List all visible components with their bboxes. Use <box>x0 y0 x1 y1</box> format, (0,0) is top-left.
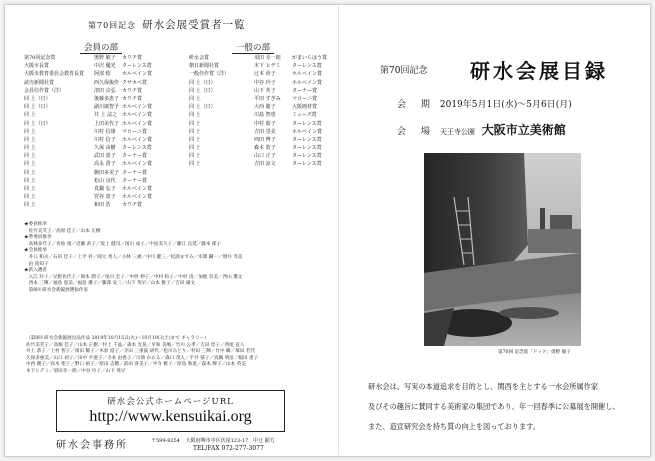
general-name: 吉田 涼文 <box>254 161 276 168</box>
member-sponsor-award: ターレンス賞 <box>122 63 152 70</box>
note-line: ★新入選者 <box>24 268 47 274</box>
member-name: 真鍋 弘子 <box>94 186 116 192</box>
photo-caption: 第70回 記念賞「ドック」奥野 敏子 <box>498 350 571 355</box>
member-award: 大阪市長賞 <box>24 63 50 70</box>
general-name: 吉田 里美 <box>254 128 276 135</box>
member-sponsor-award: クサカベ賞 <box>122 79 147 86</box>
member-sponsor-award: カワチ賞 <box>122 55 143 61</box>
general-sponsor-award: 大阪画材賞 <box>292 104 318 111</box>
member-sponsor-award: ターナー賞 <box>122 153 148 160</box>
member-name: 宮谷 恵子 <box>94 194 116 201</box>
note-line: 第8回 研水会新鋭展選抜作家 <box>24 287 89 293</box>
award-row <box>24 80 334 88</box>
note-line: 佐竹美笑子／高原 佳子／山本 正樹 <box>24 228 101 234</box>
award-row <box>24 145 334 153</box>
office-address-text: 大阪府堺市中区伏尾123-17 中辻 顕方 <box>185 438 275 444</box>
general-award: 同 上（日） <box>189 104 216 111</box>
general-name: 中谷 玲子 <box>254 79 276 86</box>
general-sponsor-award: ターナー賞 <box>292 87 318 94</box>
award-row <box>24 186 334 194</box>
member-sponsor-award: ホルベイン賞 <box>122 120 153 127</box>
exhibitor-note-line: （第8回 研水会新鋭展出品作品 2019年10月15日(火)〜10月19日(土)まで ギャラリー） <box>26 336 209 341</box>
office-address <box>151 437 275 445</box>
member-award: 同 上（日） <box>24 104 51 111</box>
description-line: 研水会は、写実の本道追求を目的とし、関西を主とする一水会所属作家 <box>368 382 599 391</box>
exhibitor-notes <box>26 336 258 376</box>
award-row <box>24 55 334 63</box>
award-row <box>24 96 334 104</box>
website-url-link[interactable]: http://www.kensuikai.org <box>89 408 252 425</box>
award-list-title <box>88 17 246 32</box>
member-name: 川村 信子 <box>94 136 116 143</box>
member-sponsor-award: カワチ賞 <box>122 87 143 94</box>
general-sponsor-award: ターレンス賞 <box>292 136 322 143</box>
general-award: 研水会賞 <box>189 55 210 61</box>
member-name: 駒田多美子 <box>94 169 120 176</box>
award-row <box>24 170 334 178</box>
exhibition-period <box>397 97 572 110</box>
member-name: 川村 信雄 <box>94 128 116 135</box>
section-member-heading: 会員の部 <box>80 41 122 54</box>
website-label: 研水会公式ホームページURL <box>107 397 234 407</box>
general-name: 須田 幸一朗 <box>254 55 281 61</box>
award-row <box>24 202 334 210</box>
general-name: 川島 智恵 <box>254 112 276 119</box>
member-award: 同 上 <box>24 112 36 119</box>
catalog-title-prefix: 第70回記念 <box>380 66 428 76</box>
general-name: 森本 敦子 <box>254 145 276 152</box>
member-award: 読売新聞社賞 <box>24 79 55 86</box>
member-name: 副川廣智予 <box>94 104 120 111</box>
general-award: 一般佳作賞（洋） <box>189 71 230 78</box>
general-name: 山口 正子 <box>254 153 276 160</box>
general-sponsor-award: ミューズ賞 <box>292 112 317 119</box>
member-name: 西久保俊作 <box>94 79 120 86</box>
note-line: 由 真知子 <box>24 261 49 267</box>
general-award: 同 上（日） <box>189 79 216 86</box>
award-list <box>24 55 334 211</box>
general-sponsor-award: ターレンス賞 <box>292 63 322 70</box>
member-sponsor-award: カワチ賞 <box>122 95 143 102</box>
office-postal: 〒599-8254 <box>151 438 180 444</box>
award-painting-photo <box>424 153 581 346</box>
member-sponsor-award: ターレンス賞 <box>122 145 152 152</box>
member-award: 大阪市教育委員会教育長賞 <box>24 71 85 78</box>
member-award: 同 上 <box>24 177 36 184</box>
award-row <box>24 88 334 96</box>
member-award: 同 上 <box>24 153 36 160</box>
general-name: 木下 ヒデミ <box>254 63 281 70</box>
section-general-heading: 一般の部 <box>232 41 274 54</box>
member-sponsor-award: カワチ賞 <box>122 202 143 209</box>
venue-park: 天王寺公園 <box>439 128 475 136</box>
member-sponsor-award: ホルベイン賞 <box>122 136 153 143</box>
venue-label: 会 場 <box>397 127 436 137</box>
award-row <box>24 153 334 161</box>
member-award: 同 上 <box>24 186 36 192</box>
member-award: 第70回記念賞 <box>24 55 56 61</box>
member-award: 同 上 <box>24 194 36 201</box>
member-name: 後藤多恵子 <box>94 95 120 102</box>
general-name: 山下 英子 <box>254 87 276 94</box>
member-name: 武田 恵子 <box>94 153 116 160</box>
member-award: 同 上 <box>24 145 36 152</box>
general-sponsor-award: ターレンス賞 <box>292 120 322 127</box>
general-award: 同 上 <box>189 136 201 143</box>
member-name: 井 上 法之 <box>94 112 118 119</box>
member-name: 中沢 優光 <box>94 63 116 70</box>
note-line: 井口 和夫／石田 佳子／上平 祥／岡元 秀人／小林 三惠／中川 健三／松浦まずみ／水間 鋼一／増井 寿美 <box>24 254 243 260</box>
member-name: 阿部 稔 <box>94 71 111 78</box>
member-sponsor-award: ホルベイン賞 <box>122 104 153 111</box>
description-line: また、造宣研究会を持ち質の向上を図っております。 <box>368 422 540 431</box>
general-sponsor-award: ホルベイン賞 <box>292 128 323 135</box>
member-name: 久保 由樹 <box>94 145 116 152</box>
award-list-title-prefix: 第70回記念 <box>88 21 137 30</box>
association-description <box>368 377 636 437</box>
exhibition-venue <box>397 121 566 138</box>
general-award: 同 上（日） <box>189 87 216 94</box>
member-award: 同 上 <box>24 136 36 143</box>
member-award: 同 上（日） <box>24 95 51 102</box>
general-name: 辻本 尚子 <box>254 71 276 78</box>
note-line: ★委員推挙 <box>24 222 47 227</box>
award-row <box>24 129 334 137</box>
member-sponsor-award: ホルベイン賞 <box>122 161 153 168</box>
general-sponsor-award: ターレンス賞 <box>292 145 322 152</box>
exhibitor-note-line: 佐竹美笑子／高堀 佳子／山本 正樹／村上 千晶／森本 光晃／早和 美嶋／竹川 公孝／吉田 淳子／西尾 直人 <box>26 342 245 348</box>
general-sponsor-award: ターレンス賞 <box>292 153 322 160</box>
member-sponsor-award: ホルベイン賞 <box>122 112 153 119</box>
note-line: 入江 玲子／兄野佐代子／岡本 潤子／尾川 宏子／中西 伸子／中村 和子／中村 清／加地 奈美／西山 薫文 <box>24 274 243 280</box>
recommendation-notes <box>24 222 242 295</box>
catalog-title: 研水会展目録 <box>470 59 608 83</box>
note-line: ★会員推挙 <box>24 248 47 254</box>
award-row <box>24 121 334 129</box>
general-award: 同 上 <box>189 153 201 160</box>
note-line: 西本 三輝／福島 恵美／福島 優子／藤澤 安三／山下 英早／山本 雅子／吉田 満文 <box>24 281 196 287</box>
member-sponsor-award: ターナー賞 <box>122 169 148 176</box>
member-award: 同 上（日） <box>24 120 51 127</box>
exhibitor-note-line: 井上 恭子／上村 智子／岡田 稀子／木原 澄子／寺田 三重波 胡代／松川みどり／村田 三輝／竹中 瞬／塚田 若代 <box>26 349 256 355</box>
venue-name: 大阪市立美術館 <box>481 123 566 137</box>
general-name: 西田 博子 <box>254 136 276 143</box>
office-tel: TEL/FAX 072-277-3077 <box>193 445 264 452</box>
general-sponsor-award: ホルベイン賞 <box>292 71 323 78</box>
general-award: 同 上 <box>189 145 201 152</box>
description-line: 及びその趣旨に賛同する美術家の集団であり、年一回春季に公募展を開催し、 <box>368 402 620 411</box>
general-sponsor-award: ターレンス賞 <box>292 161 322 168</box>
general-sponsor-award: ホルベイン賞 <box>292 79 323 86</box>
award-row <box>24 137 334 145</box>
member-name: 高永 貴子 <box>94 161 116 168</box>
member-award: 同 上 <box>24 161 36 168</box>
general-award: 朝日新聞社賞 <box>189 63 220 70</box>
award-list-title-text: 研水会展受賞者一覧 <box>142 19 246 31</box>
award-row <box>24 71 334 79</box>
website-box <box>56 390 285 432</box>
member-name: 奥野 敏子 <box>94 55 116 61</box>
exhibitor-note-line: 中西 優子／高木 聖子／野口 裕子／原田 志穂／前田 喜美子／中寺 雅子／原島 和恵／森本 輝子／山本 英美 <box>26 362 246 368</box>
general-name: 大西 龍子 <box>254 104 276 111</box>
member-sponsor-award: ホルベイン賞 <box>122 186 153 192</box>
member-award: 会員住作賞（洋） <box>24 87 65 94</box>
award-row <box>24 112 334 120</box>
general-sponsor-award: がまいらはう賞 <box>292 55 328 61</box>
general-award: 同 上 <box>189 120 201 127</box>
award-row <box>24 178 334 186</box>
period-value: 2019年5月1日(水)〜5月6日(月) <box>439 100 572 110</box>
member-award: 同 上 <box>24 128 36 135</box>
general-sponsor-award: マローニ賞 <box>292 95 318 102</box>
office-name: 研水会事務所 <box>56 440 128 451</box>
award-row <box>24 104 334 112</box>
period-label: 会 期 <box>397 100 436 110</box>
member-name: 和田 浩 <box>94 202 111 209</box>
member-sponsor-award: ホルベイン賞 <box>122 71 153 78</box>
note-line: 高林多代子／杏仙 康／近藤 武子／坂上 健司／国川 成子／中島美久子／藤江 良延／藤本 郁子 <box>24 241 222 247</box>
general-award: 同 上 <box>189 95 201 102</box>
page-fold <box>338 4 339 455</box>
exhibitor-note-line: 久保多惠美／山口 初子／田中 平亜子／寺本 由香子／川端 かおる／森口 茂人／平井 郁子／真鍋 明彦／幅田 達子 <box>26 355 259 361</box>
general-name: 平田 すぎみ <box>254 95 281 102</box>
general-award: 同 上 <box>189 128 201 135</box>
general-award: 同 上 <box>189 112 201 119</box>
member-sponsor-award: マローニ賞 <box>122 128 148 135</box>
general-award: 同 上 <box>189 161 201 168</box>
member-sponsor-award: ホルベイン賞 <box>122 194 153 201</box>
member-name: 清田 宗弘 <box>94 87 116 94</box>
award-row <box>24 194 334 202</box>
member-name: 上田美代子 <box>94 120 120 127</box>
member-name: 松山 良代 <box>94 177 116 184</box>
note-line: ★準委員推挙 <box>24 235 52 241</box>
member-sponsor-award: ターナー賞 <box>122 177 148 184</box>
award-row <box>24 161 334 169</box>
member-award: 同 上 <box>24 202 36 209</box>
member-award: 同 上 <box>24 169 36 176</box>
general-name: 中村 昭子 <box>254 120 276 127</box>
exhibitor-note-line: 木下ヒデミ／須田幸一朗／中谷 玲子／山下 英早 <box>26 368 126 374</box>
